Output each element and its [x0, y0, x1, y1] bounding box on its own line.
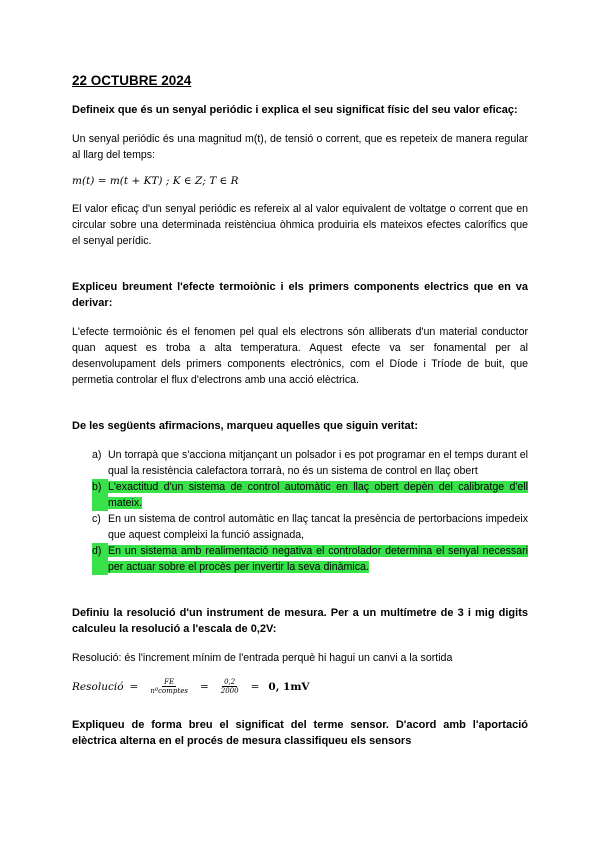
- periodic-formula: m(t) = m(t + KT) ; K ∈ Z; T ∈ R: [72, 175, 239, 187]
- option-text-highlighted: L'exactitud d'un sistema de control automàtic en llaç obert depèn del calibratge d'ell mateix.: [108, 481, 528, 509]
- option-label: a): [92, 449, 102, 461]
- formula-equals: =: [199, 680, 209, 693]
- option-a: [92, 447, 528, 479]
- answer-options-list: [72, 447, 528, 575]
- answer-1-rms: El valor eficaç d'un senyal periódic es refereix al al valor equivalent de voltatge o corrent que en circular sobre una determinada reistènciua òhmica produiria els mateixos efectes calorífics que el senyal perídic.: [72, 203, 528, 247]
- option-label: c): [92, 513, 101, 525]
- fraction-fe: $\frac{FE}{\text{nºcomptes}}$: [150, 678, 188, 695]
- formula-equals: =: [129, 680, 139, 693]
- fraction-values: $\frac{0,2}{2000}$: [220, 678, 239, 695]
- option-b: [92, 479, 528, 511]
- option-label: b): [92, 479, 108, 511]
- option-text: Un torrapà que s'acciona mitjançant un polsador i es pot programar en el temps durant el qual la resistència calefactora torrarà, no és un sistema de control en llaç obert: [108, 449, 528, 477]
- option-text-highlighted: En un sistema amb realimentació negativa el controlador determina el senyal necessari per actuar sobre el procès per invertir la seva dinàmica.: [108, 545, 528, 573]
- question-5: Expliqueu de forma breu el significat del terme sensor. D'acord amb l'aportació elèctrica alterna en el procés de mesura classifiqueu els sensors: [72, 719, 528, 747]
- question-2: Expliceu breument l'efecte termoiònic i els primers components electrics que en va derivar:: [72, 281, 528, 309]
- answer-2: L'efecte termoiònic és el fenomen pel qual els electrons són alliberats d'un material conductor quan aquest es troba a alta temperatura. Aquest efecte va ser fonamental per al desenvolupament dels primers components electrònics, com el Díode i Tríode de buit, que permetia controlar el flux d'electrons amb una acció elèctrica.: [72, 326, 528, 386]
- option-d: [92, 543, 528, 575]
- answer-4: Resolució: és l'increment mínim de l'entrada perquè hi hagui un canvi a la sortida: [72, 652, 453, 664]
- document-date: 22 OCTUBRE 2024: [72, 73, 192, 88]
- question-1: Defineix que és un senyal periódic i explica el seu significat físic del seu valor eficaç:: [72, 104, 518, 116]
- formula-result: 0, 1mV: [268, 680, 310, 693]
- question-4: Definiu la resolució d'un instrument de mesura. Per a un multímetre de 3 i mig digits calculeu la resolució a l'escala de 0,2V:: [72, 607, 528, 635]
- formula-equals: =: [250, 680, 260, 693]
- resolution-formula: [72, 678, 528, 695]
- formula-lhs: Resolució: [72, 680, 124, 693]
- option-text: En un sistema de control automàtic en llaç tancat la presència de pertorbacions impedeix que aquest compleixi la funció assignada,: [108, 513, 528, 541]
- option-c: [92, 511, 528, 543]
- option-label: d): [92, 543, 108, 575]
- answer-1-definition: Un senyal periódic és una magnitud m(t), de tensió o corrent, que es repeteix de manera regular al llarg del temps:: [72, 133, 528, 161]
- question-3: De les següents afirmacions, marqueu aquelles que siguin veritat:: [72, 420, 418, 432]
